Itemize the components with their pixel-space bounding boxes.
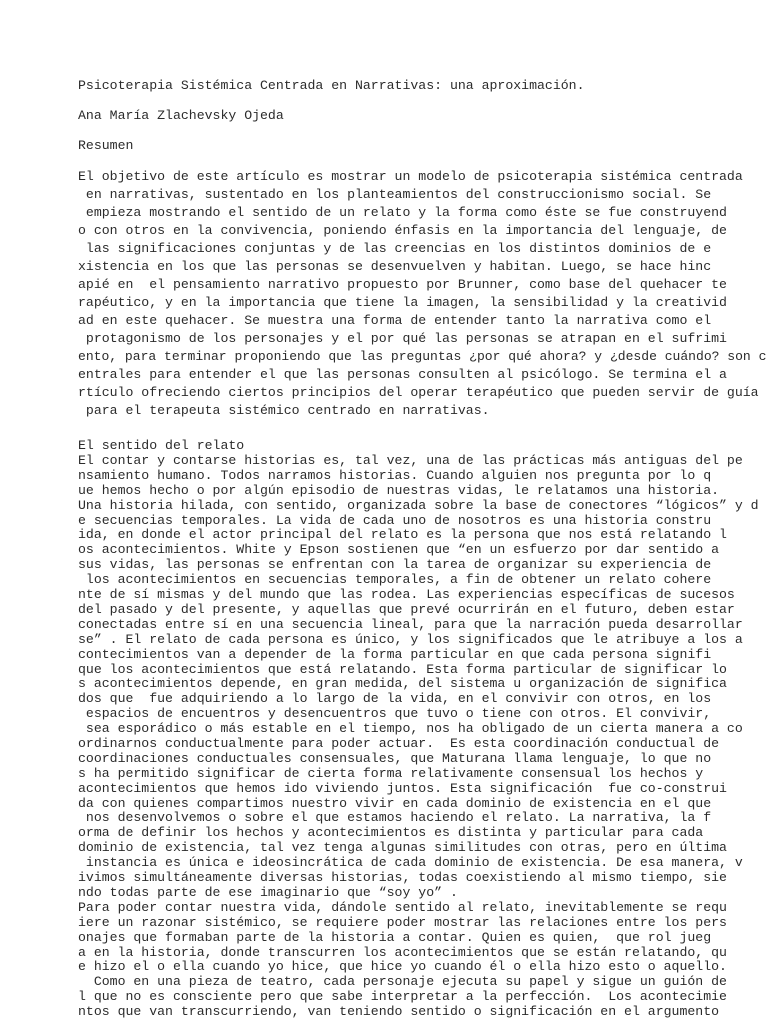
body-line: espacios de encuentros y desencuentros que tuvo o tiene con otros. El convivir, [78, 706, 712, 722]
body-line: l que no es consciente pero que sabe interpretar a la perfección. Los acontecimie [78, 989, 727, 1005]
document-author: Ana María Zlachevsky Ojeda [78, 108, 284, 123]
abstract-line: ad en este quehacer. Se muestra una forma de entender tanto la narrativa como el [78, 313, 712, 328]
body-line: nos desenvolvemos o sobre el que estamos haciendo el relato. La narrativa, la f [78, 810, 712, 826]
body-line: orma de definir los hechos y acontecimientos es distinta y particular para cada [78, 825, 704, 841]
abstract-line: apié en el pensamiento narrativo propuesto por Brunner, como base del quehacer te [78, 277, 727, 292]
body-line: onajes que formaban parte de la historia a contar. Quien es quien, que rol jueg [78, 929, 712, 945]
abstract-line: en narrativas, sustentado en los planteamientos del construccionismo social. Se [78, 187, 712, 202]
body-line: e hizo el o ella cuando yo hice, que hice yo cuando él o ella hizo esto o aquello. [78, 959, 727, 975]
body-line: ordinarnos conductualmente para poder actuar. Es esta coordinación conductual de [78, 736, 720, 751]
abstract-line: xistencia en los que las personas se desenvuelven y habitan. Luego, se hace hinc [78, 259, 712, 274]
body-line: ue hemos hecho o por algún episodio de nuestras vidas, le relatamos una historia. [78, 482, 720, 498]
body-line: os acontecimientos. White y Epson sostienen que “en un esfuerzo por dar sentido a [78, 542, 720, 558]
body-line: a en la historia, donde transcurren los acontecimientos que se están relatando, qu [78, 944, 727, 960]
body-line: iere un razonar sistémico, se requiere poder mostrar las relaciones entre los pers [78, 914, 727, 930]
body-line: nsamiento humano. Todos narramos historias. Cuando alguien nos pregunta por lo q [78, 467, 712, 483]
body-line: contecimientos van a depender de la forma particular en que cada persona signifi [78, 646, 712, 662]
body-line: que los acontecimientos que está relatando. Esta forma particular de significar lo [78, 661, 727, 677]
abstract-line: rapéutico, y en la importancia que tiene la imagen, la sensibilidad y la creativid [78, 295, 727, 310]
abstract-line: las significaciones conjuntas y de las creencias en los distintos dominios de e [78, 241, 712, 256]
abstract-line: para el terapeuta sistémico centrado en narrativas. [78, 403, 490, 418]
abstract-line: o con otros en la convivencia, poniendo énfasis en la importancia del lenguaje, de [78, 223, 727, 238]
abstract-line: El objetivo de este artículo es mostrar un modelo de psicoterapia sistémica centrada [78, 169, 743, 184]
abstract-line: ento, para terminar proponiendo que las preguntas ¿por qué ahora? y ¿desde cuándo? son c [78, 349, 767, 364]
abstract-line: protagonismo de los personajes y el por qué las personas se atrapan en el sufrimi [78, 331, 727, 346]
body-line: ntos que van transcurriendo, van teniendo sentido o significación en el argumento [78, 1004, 720, 1020]
body-line: da con quienes compartimos nuestro vivir en cada dominio de existencia en el que [78, 795, 712, 811]
body-line: Como en una pieza de teatro, cada personaje ejecuta su papel y sigue un guión de [78, 974, 727, 990]
body-line: Una historia hilada, con sentido, organizada sobre la base de conectores “lógicos” y d [78, 497, 759, 513]
body-line: se” . El relato de cada persona es único, y los significados que le atribuye a los a [78, 631, 743, 647]
body-line: dos que fue adquiriendo a lo largo de la vida, en el convivir con otros, en los [78, 691, 712, 707]
document-title: Psicoterapia Sistémica Centrada en Narrativas: una aproximación. [78, 78, 585, 93]
body-line: del pasado y del presente, y aquellas que prevé ocurrirán en el futuro, deben estar [78, 601, 735, 617]
section-heading: El sentido del relato [78, 438, 245, 453]
body-line: ivimos simultáneamente diversas historias, todas coexistiendo al mismo tiempo, sie [78, 870, 727, 886]
abstract-line: rtículo ofreciendo ciertos principios del operar terapéutico que pueden servir de guía [78, 385, 759, 400]
body-line: instancia es única e ideosincrática de cada dominio de existencia. De esa manera, v [78, 855, 743, 871]
abstract-heading: Resumen [78, 138, 134, 153]
body-line: sus vidas, las personas se enfrentan con la tarea de organizar su experiencia de [78, 557, 712, 573]
body-line: e secuencias temporales. La vida de cada uno de nosotros es una historia constru [78, 512, 712, 528]
body-line: los acontecimientos en secuencias temporales, a fin de obtener un relato cohere [78, 572, 712, 588]
body-line: nte de sí mismas y del mundo que las rodea. Las experiencias específicas de sucesos [78, 587, 735, 603]
body-line: s ha permitido significar de cierta forma relativamente consensual los hechos y [78, 765, 704, 781]
body-line: dominio de existencia, tal vez tenga algunas similitudes con otras, pero en última [78, 840, 727, 856]
body-line: ndo todas parte de ese imaginario que “soy yo” . [78, 884, 458, 900]
abstract-line: empieza mostrando el sentido de un relato y la forma como éste se fue construyend [78, 205, 727, 220]
body-line: acontecimientos que hemos ido viviendo juntos. Esta significación fue co-construi [78, 780, 727, 796]
body-line: sea esporádico o más estable en el tiempo, nos ha obligado de un cierta manera a co [78, 721, 743, 737]
body-line: ida, en donde el actor principal del relato es la persona que nos está relatando l [78, 527, 727, 543]
body-line: conectadas entre sí en una secuencia lineal, para que la narración pueda desarrollar [78, 616, 743, 632]
body-line: Para poder contar nuestra vida, dándole sentido al relato, inevitablemente se requ [78, 899, 727, 915]
body-line: El contar y contarse historias es, tal vez, una de las prácticas más antiguas del pe [78, 453, 743, 468]
body-line: coordinaciones conductuales consensuales, que Maturana llama lenguaje, lo que no [78, 750, 712, 766]
abstract-line: entrales para entender el que las personas consulten al psicólogo. Se termina el a [78, 367, 727, 382]
body-line: s acontecimientos depende, en gran medida, del sistema u organización de significa [78, 676, 727, 692]
